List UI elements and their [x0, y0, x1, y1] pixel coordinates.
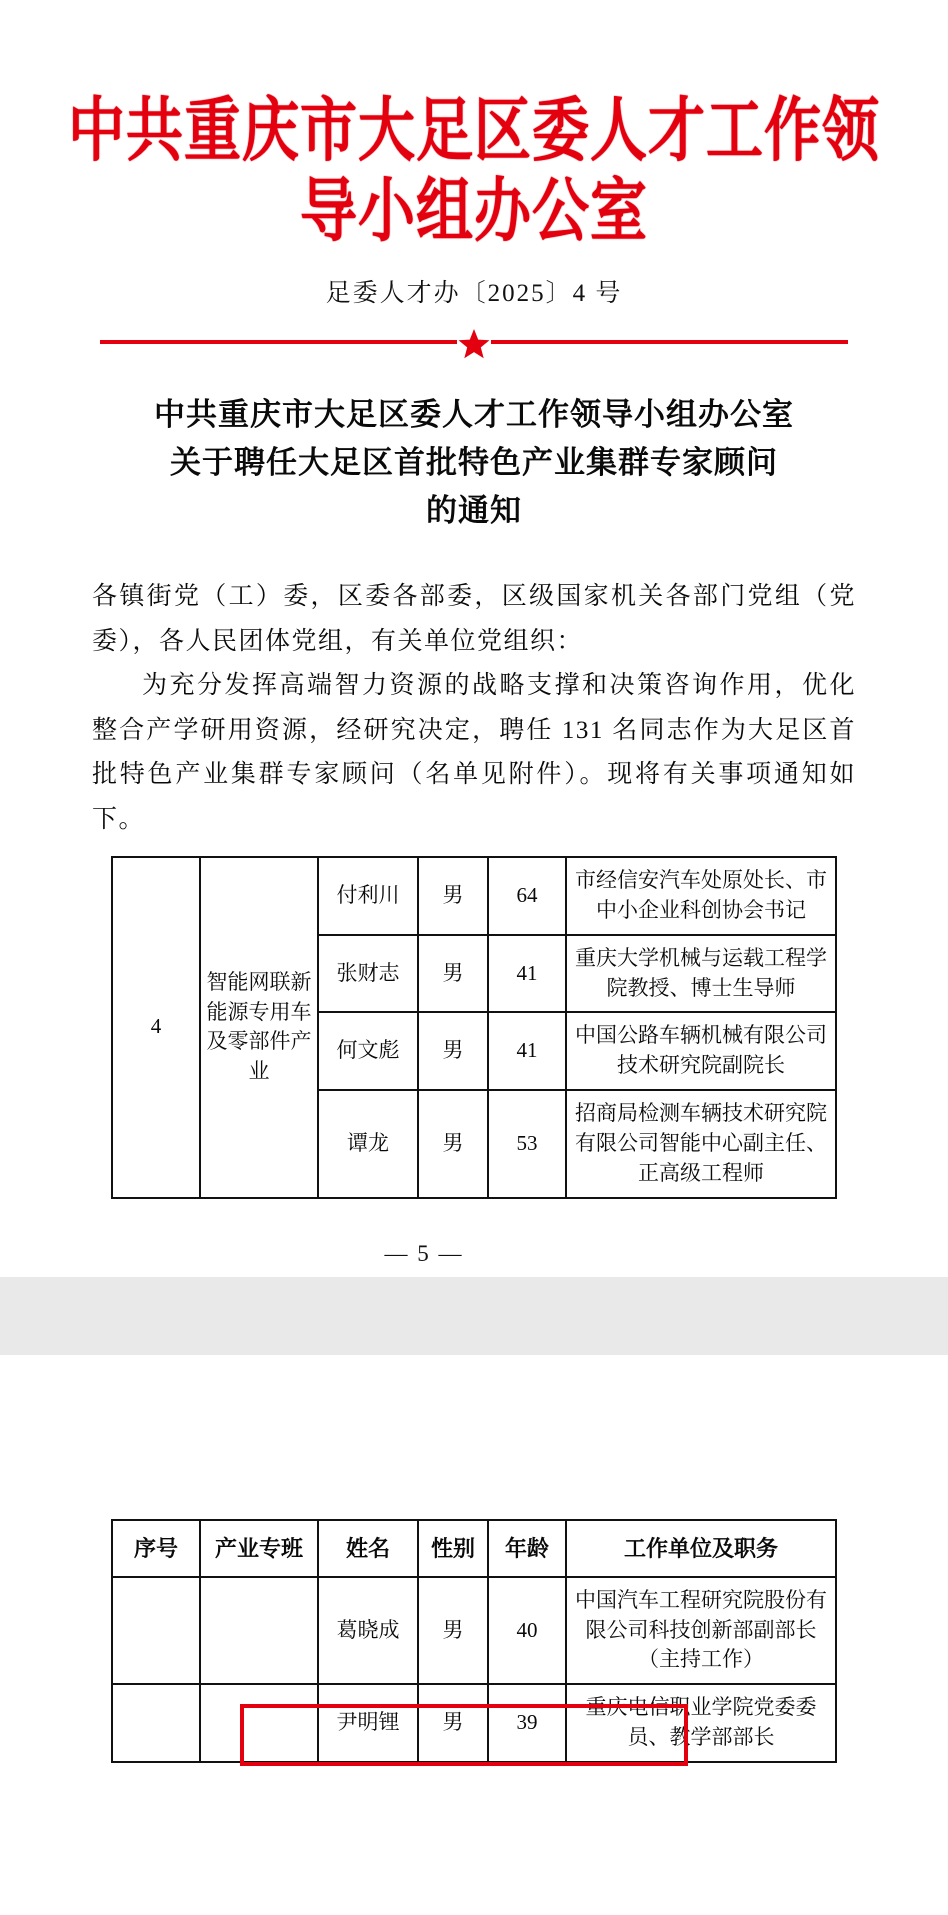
header-name: 姓名: [318, 1520, 418, 1577]
cell-sex: 男: [418, 1684, 488, 1762]
cell-organization: 重庆大学机械与运载工程学院教授、博士生导师: [566, 935, 836, 1013]
cell-name: 谭龙: [318, 1090, 418, 1197]
cell-organization: 招商局检测车辆技术研究院有限公司智能中心副主任、正高级工程师: [566, 1090, 836, 1197]
header-index: 序号: [112, 1520, 200, 1577]
body-paragraph-2: 为充分发挥高端智力资源的战略支撑和决策咨询作用，优化整合产学研用资源，经研究决定，聘任 131 名同志作为大足区首批特色产业集群专家顾问（名单见附件）。现将有关事项通知如下。: [92, 672, 856, 833]
cell-organization: 市经信安汽车处原处长、市中小企业科创协会书记: [566, 857, 836, 935]
header-sex: 性别: [418, 1520, 488, 1577]
cell-index: [112, 1684, 200, 1762]
cell-name: 张财志: [318, 935, 418, 1013]
red-star-icon: [457, 327, 491, 361]
table-header-row: [112, 1520, 836, 1577]
cell-age: 39: [488, 1684, 566, 1762]
cell-organization: 重庆电信职业学院党委委员、教学部部长: [566, 1684, 836, 1762]
cell-industry-group: [200, 1577, 318, 1684]
cell-sex: 男: [418, 1012, 488, 1090]
cell-index: [112, 1577, 200, 1684]
cell-industry-group: 智能网联新能源专用车及零部件产业: [200, 857, 318, 1197]
cell-age: 64: [488, 857, 566, 935]
document-body: [0, 575, 948, 842]
expert-table-continued: [111, 856, 837, 1198]
cell-name: 葛晓成: [318, 1577, 418, 1684]
page-number: — 5 —: [384, 1240, 464, 1266]
header-age: 年龄: [488, 1520, 566, 1577]
cell-organization: 中国汽车工程研究院股份有限公司科技创新部副部长（主持工作）: [566, 1577, 836, 1684]
cell-age: 40: [488, 1577, 566, 1684]
page-gap: [0, 1277, 948, 1355]
cell-sex: 男: [418, 1090, 488, 1197]
cell-name: 何文彪: [318, 1012, 418, 1090]
header-organization: 工作单位及职务: [566, 1520, 836, 1577]
doc-title-line-1: 中共重庆市大足区委人才工作领导小组办公室: [154, 397, 794, 433]
cell-industry-group: [200, 1684, 318, 1762]
page-title: [0, 391, 948, 535]
document-number: 足委人才办〔2025〕4 号: [325, 280, 623, 308]
doc-title-line-2: 关于聘任大足区首批特色产业集群专家顾问: [170, 445, 778, 481]
cell-name: 付利川: [318, 857, 418, 935]
letterhead-title: 中共重庆市大足区委人才工作领导小组办公室: [68, 93, 880, 251]
table-row: [112, 1577, 836, 1684]
cell-name: 尹明锂: [318, 1684, 418, 1762]
cell-sex: 男: [418, 857, 488, 935]
cell-age: 41: [488, 1012, 566, 1090]
document-page-2: [0, 1355, 948, 1915]
expert-table-next-page: [111, 1519, 837, 1763]
cell-organization: 中国公路车辆机械有限公司技术研究院副院长: [566, 1012, 836, 1090]
header-industry-group: 产业专班: [200, 1520, 318, 1577]
body-paragraph-1: 各镇街党（工）委，区委各部委，区级国家机关各部门党组（党委），各人民团体党组，有关单位党组织：: [92, 583, 856, 655]
doc-title-line-3: 的通知: [426, 493, 522, 529]
cell-index: 4: [112, 857, 200, 1197]
cell-age: 41: [488, 935, 566, 1013]
red-separator-rule: [100, 327, 848, 357]
cell-sex: 男: [418, 935, 488, 1013]
table-row: [112, 857, 836, 935]
cell-sex: 男: [418, 1577, 488, 1684]
cell-age: 53: [488, 1090, 566, 1197]
table-row-highlighted: [112, 1684, 836, 1762]
